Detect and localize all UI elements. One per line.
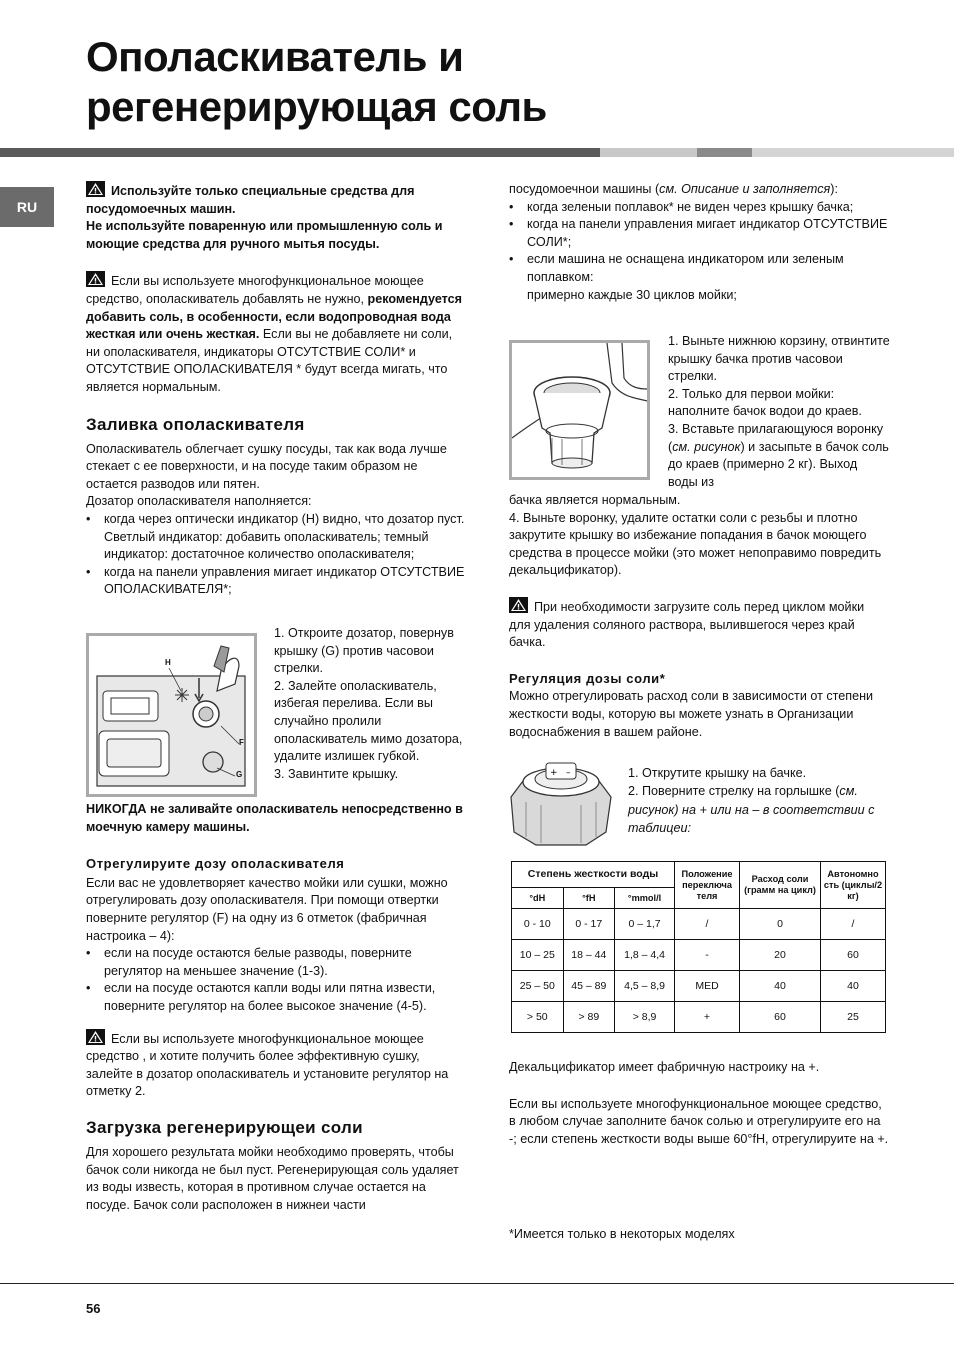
fill-paragraph-2: Дозатор ополаскивателя наполняется: [86,494,312,509]
table-row [512,1002,886,1033]
decalcifier-text: Декальцификатор имеет фабричную настроику на +. [509,1060,820,1074]
heading-fill-rinse-aid: Заливка ополаскивателя [86,414,305,434]
dispenser-drawing [89,636,254,794]
water-hardness-table [511,861,886,1033]
table-cell: 0 - 10 [512,909,564,940]
warning-special-agents: Используйте только специальные средства для посудомоечных машин. Не используйте поваренную или промышленную соль и моющие средства для ручного мытья посуды. [86,181,466,253]
table-cell: 0 - 17 [563,909,615,940]
warning-multifunction: Если вы используете многофункциональное моющее средство, ополаскиватель добавлять не нужно, рекомендуется добавить соль, в особенности, если водопроводная вода жесткая или очень жесткая. Если вы не добавляете ни соли, ни ополаскивателя, индикаторы ОТСУТСТВИЕ СОЛИ* и ОТСУТСТВИЕ ОПОЛАСКИВАТЕЛЯ * будут всегда мигать, что является нормальным. [86,271,466,396]
table-header-hardness: Степень жесткости воды [512,862,675,888]
heading-load-salt: Загрузка регенерирующеи соли [86,1117,363,1137]
header-bar-mid [697,148,752,157]
funnel-drawing [512,343,647,477]
table-unit-dh: °dH [512,888,564,909]
salt-paragraph: Для хорошего результата мойки необходимо проверять, чтобы бачок соли никогда не был пуст. Регенерирующая соль удаляет из воды известь, которая в противном случае остается на посуде. Бачок соли расположен в нижнеи части [86,1144,459,1212]
table-cell: + [675,1002,740,1033]
table-cell: - [675,940,740,971]
table-cell: 18 – 44 [563,940,615,971]
dose-paragraph: Если вас не удовлетворяет качество мойки или сушки, можно отрегулировать дозу ополаскивателя. При помощи отвертки поверните регулятор (F) на одну из 6 отметок (фабричная настроика – 4): [86,875,448,943]
table-cell: 4,5 – 8,9 [615,971,675,1002]
salt-cap-drawing [506,757,616,849]
right-column [509,181,889,304]
label-h: H [165,658,171,667]
list-item: • если на посуде остаются капли воды или пятна извести, поверните регулятор на более высокое значение (4-5). [86,980,466,1015]
table-cell: 45 – 89 [563,971,615,1002]
salt-regulation-steps [628,764,890,838]
table-cell: 40 [740,971,821,1002]
left-column-lower [86,801,466,1214]
multifunction-salt-text: Если вы используете многофункциональное моющее средство, в любом случае заполните бачок солью и отрегулируите его на -; если степень жесткости воды выше 60°fH, отрегулируите на +. [509,1096,889,1146]
warning-icon [86,1029,105,1045]
header-bar-dark [0,148,600,157]
table-cell: / [821,909,886,940]
never-pour-warning: НИКОГДА не заливайте ополаскиватель непосредственно в моечную камеру машины. [86,802,463,834]
list-item: • когда на панели управления мигает индикатор ОТСУТСТВИЕ СОЛИ*; [509,216,889,251]
table-cell: 0 – 1,7 [615,909,675,940]
table-cell: 40 [821,971,886,1002]
header-bar-light [600,148,697,157]
list-item: • если на посуде остаются белые разводы, поверните регулятор на меньшее значение (1-3). [86,945,466,980]
salt-intro: посудомоечнои машины (см. Описание и заполняется): [509,182,838,196]
reg-step-1: 1. Открутите крышку на бачке. [628,766,807,780]
table-cell: 60 [740,1002,821,1033]
list-item: • когда через оптически индикатор (H) видно, что дозатор пуст. Светлый индикатор: добавить ополаскиватель; темный индикатор: достаточное количество ополаскивателя; [86,511,466,564]
list-item: • когда зеленыи поплавок* не виден через крышку бачка; [509,199,889,217]
salt-steps-continued: бачка является нормальным. 4. Выньте воронку, удалите остатки соли с резьбы и плотно закрутите крышку во избежание попадания в бачок моющего средства в процессе мойки (это может непоправимо повредить декальцификатор). [509,493,882,578]
reg-step-2: 2. Поверните стрелку на горлышке (см. рисунок) на + или на – в соответствии с таблицеи: [628,784,875,836]
table-unit-mmol: °mmol/l [615,888,675,909]
decalcifier-note [509,1059,889,1148]
list-item: • если машина не оснащена индикатором или зеленым поплавком: примерно каждые 30 циклов мойки; [509,251,889,304]
warning-icon [86,271,105,287]
salt-funnel-illustration [509,340,650,480]
warning-drying: Если вы используете многофункциональное моющее средство , и хотите получить более эффективную сушку, залейте в дозатор ополаскиватель и установите регулятор на отметку 2. [86,1029,466,1101]
label-f: F [239,738,244,747]
heading-salt-regulation: Регуляция дозы соли* [509,670,666,686]
svg-text:–: – [566,768,571,778]
table-row [512,971,886,1002]
warning-icon [86,181,105,197]
rinse-aid-dispenser-illustration [86,633,257,797]
salt-steps-side: 1. Выньте нижнюю корзину, отвинтите крышку бачка против часовои стрелки. 2. Только для первои мойки: наполните бачок водои до краев. 3. Вставьте прилагающуюся воронку (см. рисунок) и засыпьте в бачок соль до краев (примерно 2 кг). Выход воды из [668,334,890,489]
salt-regulation-paragraph: Можно отрегулировать расход соли в зависимости от степени жесткости воды, которую вы можете узнать в Организации водоснабжения в вашем районе. [509,689,874,739]
table-cell: 10 – 25 [512,940,564,971]
table-cell: > 8,9 [615,1002,675,1033]
table-row [512,909,886,940]
page-number: 56 [86,1301,101,1316]
salt-cap-illustration [506,757,616,849]
page-title: Ополаскиватель и регенерирующая соль [86,33,547,130]
fill-steps: 1. Откроите дозатор, повернув крышку (G) против часовои стрелки. 2. Залейте ополаскиватель, избегая перелива. Если вы случайно пролили ополаскиватель мимо дозатора, удалите излишек губкой. 3. Завинтите крышку. [274,626,463,781]
warning-salt-solution: При необходимости загрузите соль перед циклом мойки для удаления соляного раствора, вылившегося через край бачка. [509,597,889,652]
svg-text:+: + [550,768,558,778]
table-cell: 1,8 – 4,4 [615,940,675,971]
table-header-position: Положение переключа теля [675,862,740,909]
list-item: • когда на панели управления мигает индикатор ОТСУТСТВИЕ ОПОЛАСКИВАТЕЛЯ*; [86,564,466,599]
header-bar-light-2 [752,148,954,157]
table-cell: > 50 [512,1002,564,1033]
dose-list [86,945,466,1015]
table-cell: 0 [740,909,821,940]
table-cell: 25 [821,1002,886,1033]
label-g: G [236,770,243,779]
heading-adjust-dose: Отрегулируите дозу ополаскивателя [86,856,345,872]
table-header-autonomy: Автономно сть (циклы/2 кг) [821,862,886,909]
table-cell: 60 [821,940,886,971]
language-tab: RU [0,187,54,227]
table-cell: > 89 [563,1002,615,1033]
table-row [512,940,886,971]
table-unit-fh: °fH [563,888,615,909]
table-cell: 20 [740,940,821,971]
fill-paragraph: Ополаскиватель облегчает сушку посуды, так как вода лучше стекает с ее поверхности, и на посуде таким образом не остается разводов или пятен. [86,441,447,491]
table-cell: 25 – 50 [512,971,564,1002]
right-column-lower [509,492,889,741]
table-cell: MED [675,971,740,1002]
table-header-consumption: Расход соли (грамм на цикл) [740,862,821,909]
fill-conditions-list [86,511,466,599]
salt-conditions-list [509,199,889,305]
footer-rule [0,1283,954,1284]
left-column [86,181,466,599]
table-cell: / [675,909,740,940]
footnote: *Имеется только в некоторых моделях [509,1227,735,1241]
warning-icon [509,597,528,613]
